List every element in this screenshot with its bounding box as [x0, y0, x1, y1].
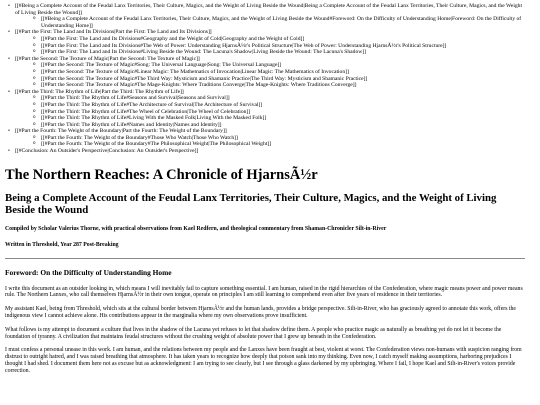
- toc-sublink[interactable]: [[#Part the Fourth: The Weight of the Boundary#Those Who Watch|Those Who Watch]]: [41, 134, 238, 141]
- table-of-contents: [5, 3, 525, 155]
- toc-item[interactable]: [5, 3, 525, 29]
- toc-sublink[interactable]: [[#Part the Second: The Texture of Magic#The Third Way: Mysticism and Shamanic Practice|The Third Way: Mysticism and Shamanic Practice]]: [41, 75, 368, 82]
- toc-sublink[interactable]: [[#Part the Third: The Rhythm of Life#Names and Identity|Names and Identity]]: [41, 121, 222, 128]
- foreword-heading: Foreword: On the Difficulty of Understanding Home: [5, 267, 172, 277]
- toc-sublink[interactable]: [[#Part the Second: The Texture of Magic#Linear Magic: The Mathematics of Invocation|Linear Magic: The Mathematics of Invocation]]: [41, 68, 349, 75]
- compiled-by: Compiled by Scholar Valerius Thorne, with practical observations from Kael Redfern, and theological commentary from Shaman-Chronicler Silt-in-River: [5, 225, 387, 232]
- body-paragraph: My assistant Kael, being from Threshold, which sits at the cultural border between HjarnsÃ½r and the human lands, provides a bridge perspective. Silt-in-River, who has graciously agreed to annotate this work, offers the indigenous view I cannot achieve alone. His contributions appear in the marginalia where my own observations prove insufficient.: [5, 306, 516, 320]
- body-paragraph: I must confess a personal unease in this work. I am human, and the relations between my people and the Lanxes have been fraught at best, violent at worst. The Confederation views non-humans with suspicion ranging from distrust to outright hatred, and I was raised breathing that atmosphere. It has taken years to recognize how deeply that poison sank into my thinking. Even now, I catch myself making assumptions, harboring prejudices I thought I had shed. I document them here not as excuse but as acknowledgment: I am trying to see clearly, but I see through a glass darkened by my upbringing. Where I fail, I hope Kael and Silt-in-River's voices provide correction.: [5, 347, 522, 374]
- toc-sublink[interactable]: [[#Being a Complete Account of the Feudal Lanx Territories, Their Culture, Magics, and the Weight of Living Beside the Wound#Foreword: On the Difficulty of Understanding Home|Foreword: On the Difficulty of Understanding Home]]: [41, 16, 522, 29]
- toc-sublink[interactable]: [[#Part the First: The Land and Its Divisions#The Web of Power: Understanding HjarnsÃ½r's Political Structure|The Web of Power: Understanding HjarnsÃ½r's Political Structure]]: [41, 42, 447, 49]
- toc-item[interactable]: [5, 56, 525, 89]
- toc-item[interactable]: [5, 128, 525, 148]
- toc-item[interactable]: [5, 89, 525, 129]
- toc-link[interactable]: [[#Conclusion: An Outsider's Perspective|Conclusion: An Outsider's Perspective]]: [15, 148, 199, 155]
- toc-link[interactable]: [[#Part the Second: The Texture of Magic|Part the Second: The Texture of Magic]]: [15, 55, 200, 62]
- toc-subitem[interactable]: [15, 95, 525, 102]
- toc-item[interactable]: [5, 29, 525, 55]
- toc-link[interactable]: [[#Part the Third: The Rhythm of Life|Part the Third: The Rhythm of Life]]: [15, 88, 184, 95]
- toc-sublink[interactable]: [[#Part the Third: The Rhythm of Life#The Architecture of Survival|The Architecture of Survival]]: [41, 101, 263, 108]
- toc-sublink[interactable]: [[#Part the Third: The Rhythm of Life#The Wheel of Celebration|The Wheel of Celebration]]: [41, 108, 251, 115]
- toc-sublink[interactable]: [[#Part the Second: The Texture of Magic#Song: The Universal Language|Song: The Universal Language]]: [41, 62, 282, 69]
- toc-item[interactable]: [5, 148, 525, 155]
- body-paragraph: I write this document as an outsider looking in, which means I will inevitably fail to capture something essential. I am human, raised in the rigid hierarchies of the Confederation, where magic means power and power means rule. The Northern Lanxes, who call themselves HjarnsÃ½r in their own tongue, operate on principles I am still learning to comprehend even after five years of residence in their territories.: [5, 285, 523, 299]
- toc-subitem[interactable]: [15, 69, 525, 76]
- toc-link[interactable]: [[#Part the Fourth: The Weight of the Boundary|Part the Fourth: The Weight of the Boundary]]: [15, 128, 227, 135]
- toc-subitem[interactable]: [15, 43, 525, 50]
- toc-subitem[interactable]: [15, 16, 525, 29]
- toc-sublink[interactable]: [[#Part the First: The Land and Its Divisions#Geography and the Weight of Cold|Geography and the Weight of Cold]]: [41, 35, 305, 42]
- toc-sublink[interactable]: [[#Part the First: The Land and Its Divisions#Living Beside the Wound: The Lacuna's Shadow|Living Beside the Wound: The Lacuna's Shadow]]: [41, 49, 367, 56]
- document-subtitle: Being a Complete Account of the Feudal Lanx Territories, Their Culture, Magics, and the Weight of Living Beside the Wound: [5, 191, 497, 217]
- toc-subitem[interactable]: [15, 141, 525, 148]
- written-in: Written in Threshold, Year 287 Post-Breaking: [5, 241, 119, 248]
- body-paragraph: What follows is my attempt to document a culture that lives in the shadow of the Lacuna yet refuses to let that shadow define them. A people who practice magic as naturally as breathing yet do not let it become the foundation of tyranny. A civilization that maintains feudal structures without the crushing weight of absolute power that I grew up beneath in the Confederation.: [5, 326, 502, 340]
- toc-link[interactable]: [[#Being a Complete Account of the Feudal Lanx Territories, Their Culture, Magics, and the Weight of Living Beside the Wound|Being a Complete Account of the Feudal Lanx Territories, Their Culture, Magics, and the Weight of Living Beside the Wound]]: [15, 3, 523, 16]
- toc-sublink[interactable]: [[#Part the Second: The Texture of Magic#The Mage-Knights: Where Traditions Converge|The Mage-Knights: Where Traditions Converge]]: [41, 82, 357, 89]
- toc-sublink[interactable]: [[#Part the Third: The Rhythm of Life#Living With the Masked Folk|Living With the Masked Folk]]: [41, 115, 267, 122]
- toc-sublink[interactable]: [[#Part the Third: The Rhythm of Life#Seasons and Survival|Seasons and Survival]]: [41, 95, 230, 102]
- toc-subitem[interactable]: [15, 102, 525, 109]
- toc-subitem[interactable]: [15, 49, 525, 56]
- divider: [5, 258, 525, 259]
- toc-sublink[interactable]: [[#Part the Fourth: The Weight of the Boundary#The Philosophical Weight|The Philosophical Weight]]: [41, 141, 272, 148]
- document-title: The Northern Reaches: A Chronicle of HjarnsÃ½r: [5, 166, 318, 183]
- toc-subitem[interactable]: [15, 82, 525, 89]
- toc-subitem[interactable]: [15, 115, 525, 122]
- toc-subitem[interactable]: [15, 36, 525, 43]
- toc-subitem[interactable]: [15, 62, 525, 69]
- toc-link[interactable]: [[#Part the First: The Land and Its Divisions|Part the First: The Land and Its Divisions]]: [15, 29, 212, 36]
